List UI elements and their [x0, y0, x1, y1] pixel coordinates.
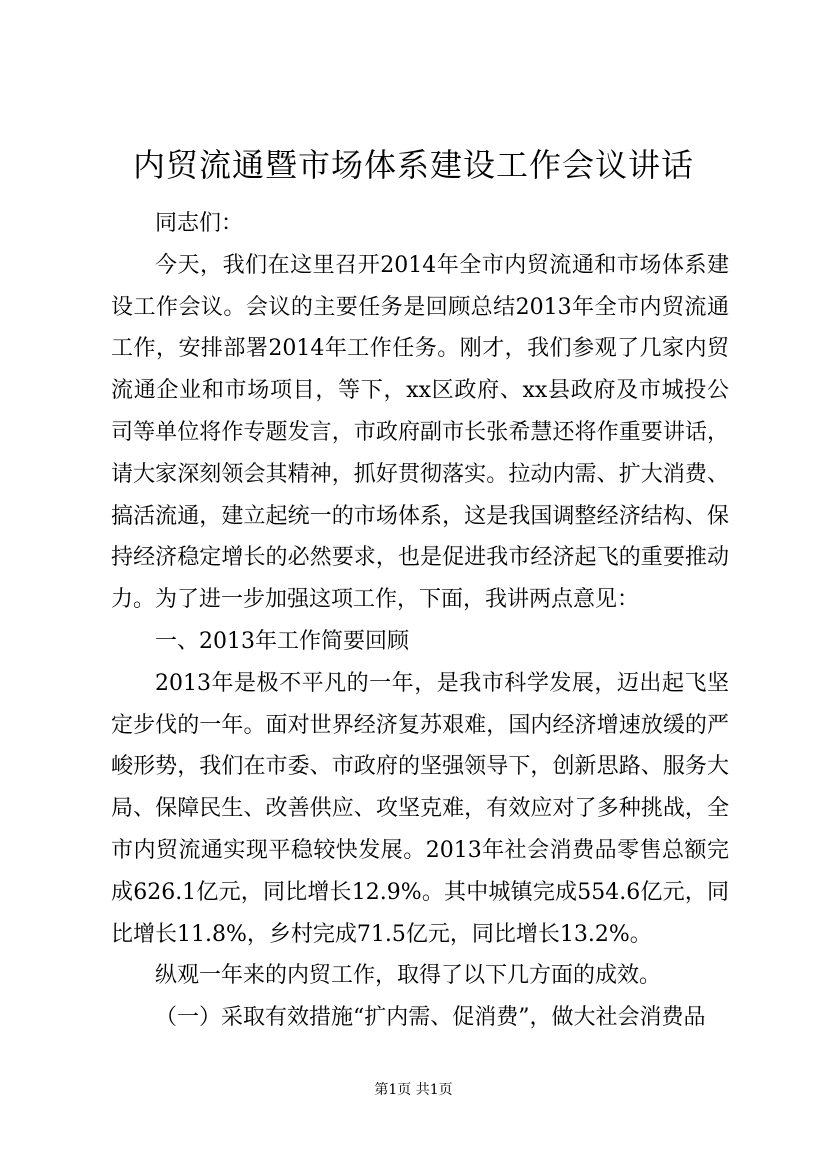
document-body — [111, 203, 729, 1039]
subsection-heading: （一）采取有效措施“扩内需、促消费”，做大社会消费品 — [155, 1005, 706, 1031]
paragraph: 2013年是极不平凡的一年，是我市科学发展，迈出起飞坚定步伐的一年。面对世界经济复苏艰难，国内经济增速放缓的严峻形势，我们在市委、市政府的坚强领导下，创新思路、服务大局、保障民生、改善供应、攻坚克难，有效应对了多种挑战，全市内贸流通实现平稳较快发展。2013年社会消费品零售总额完成626.1亿元，同比增长12.9%。其中城镇完成554.6亿元，同比增长11.8%，乡村完成71.5亿元，同比增长13.2%。 — [111, 670, 729, 947]
section-heading: 一、2013年工作简要回顾 — [155, 628, 409, 654]
paragraph: 纵观一年来的内贸工作，取得了以下几方面的成效。 — [155, 963, 662, 989]
paragraph: 今天，我们在这里召开2014年全市内贸流通和市场体系建设工作会议。会议的主要任务是回顾总结2013年全市内贸流通工作，安排部署2014年工作任务。刚才，我们参观了几家内贸流通企业和市场项目，等下，xx区政府、xx县政府及市城投公司等单位将作专题发言，市政府副市长张希慧还将作重要讲话，请大家深刻领会其精神，抓好贯彻落实。拉动内需、扩大消费、搞活流通，建立起统一的市场体系，这是我国调整经济结构、保持经济稳定增长的必然要求，也是促进我市经济起飞的重要推动力。为了进一步加强这项工作，下面，我讲两点意见： — [111, 252, 729, 613]
document-title: 内贸流通暨市场体系建设工作会议讲话 — [132, 146, 694, 184]
page-footer: 第1页 共1页 — [374, 1082, 453, 1098]
salutation: 同志们： — [155, 211, 244, 236]
